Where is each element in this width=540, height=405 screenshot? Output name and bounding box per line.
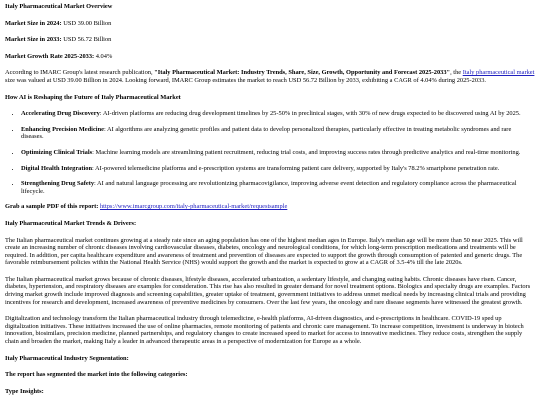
item-text: : AI algorithms are analyzing genetic profiles and patient data to develop personalized therapies, particularly effective in treating metabolic syndromes and rare diseases.: [21, 125, 512, 141]
segmentation-intro: The report has segmented the market into the following categories:: [5, 371, 188, 379]
ai-heading: How AI is Reshaping the Future of Italy Pharmaceutical Market: [5, 93, 181, 101]
list-item: [21, 110, 535, 118]
stat-market-size-2024: [5, 20, 535, 28]
page-title: Italy Pharmaceutical Market Overview: [5, 3, 113, 10]
item-label: Accelerating Drug Discovery: [21, 110, 100, 118]
stat-label: Market Size in 2024:: [5, 19, 62, 27]
sample-link[interactable]: https://www.imarcgroup.com/italy-pharmaceutical-market/requestsample: [99, 203, 288, 211]
list-item: [21, 126, 535, 141]
list-item: [21, 165, 535, 173]
list-item: [21, 180, 535, 195]
trends-heading: Italy Pharmaceutical Market Trends & Drivers:: [5, 219, 137, 227]
stat-value: 4.04%: [95, 52, 113, 60]
stat-label: Market Growth Rate 2025-2033:: [5, 52, 95, 60]
item-text: : AI-powered telemedicine platforms and e-prescription systems are transforming patient care delivery, supported by Italy's 78.2% smartphone penetration rate.: [92, 164, 500, 172]
report-title: "Italy Pharmaceutical Market: Industry Trends, Share, Size, Growth, Opportunity and Forecast 2025-2033": [154, 69, 451, 77]
trend-paragraph: The Italian pharmaceutical market grows because of chronic diseases, lifestyle diseases, accelerated urbanization, a sedentary lifestyle, and changing eating habits. Chronic diseases have risen. Cancer, diabetes, hypertension, and respiratory diseases are examples for consideration. This rise has also resulted in greater demand for novel treatment options. Biologics and specialty drugs are examples. Factors driving market growth include improved diagnosis and screening capabilities, greater uptake of treatment, government initiatives to address unmet medical needs by increasing clinical trials and providing incentives for research and development, increased awareness of preventive medicines by consumers. Over the last few years, the oncology and rare disease segments have witnessed the greatest growth.: [5, 275, 531, 306]
type-insights-heading: Type Insights:: [5, 387, 44, 395]
trend-paragraph: The Italian pharmaceutical market continues growing at a steady rate since an aging population has one of the highest median ages in Europe. Italy's median age will be more than 50 near 2025. This will create an increasing number of chronic diseases involving cardiovascular diseases, diabetes, oncology and neurological conditions, for which long-term prescription medications and treatments will be required. In addition, per capita healthcare expenditure and awareness of treatment and prevention of diseases are expected to support the growth through consumption of patented and generic drugs. The favorable reimbursement policies within the National Health Service (NHS) would support the growth and the market is expected to grow at a CAGR of 3.5-4% till the late 2020s.: [5, 236, 523, 267]
item-label: Optimizing Clinical Trials: [21, 148, 93, 156]
market-link[interactable]: Italy pharmaceutical market: [462, 69, 535, 77]
stat-value: USD 39.00 Billion: [63, 19, 112, 27]
intro-paragraph: [5, 69, 535, 84]
item-label: Enhancing Precision Medicine: [21, 125, 104, 133]
item-label: Strengthening Drug Safety: [21, 180, 95, 188]
item-label: Digital Health Integration: [21, 164, 93, 172]
stat-market-size-2033: [5, 36, 535, 44]
item-text: : AI-driven platforms are reducing drug development timelines by 25-50% in preclinical stages, with 30% of new drugs expected to be discovered using AI by 2025.: [99, 110, 521, 118]
sample-line: [5, 203, 535, 211]
ai-list: [5, 110, 535, 195]
segmentation-heading: Italy Pharmaceutical Industry Segmentation:: [5, 354, 129, 362]
intro-mid: , the: [450, 69, 463, 77]
sample-label: Grab a sample PDF of this report:: [5, 203, 99, 211]
item-text: : AI and natural language processing are revolutionizing pharmacovigilance, improving adverse event detection and regulatory compliance across the pharmaceutical lifecycle.: [21, 180, 517, 195]
stat-value: USD 56.72 Billion: [63, 36, 112, 44]
stat-growth-rate: [5, 53, 535, 61]
list-item: [21, 149, 535, 157]
item-text: : Machine learning models are streamlining patient recruitment, reducing trial costs, and improving success rates through predictive analytics and real-time monitoring.: [92, 148, 521, 156]
intro-pre: According to IMARC Group's latest research publication,: [5, 69, 155, 77]
intro-post: size was valued at USD 39.00 Billion in 2024. Looking forward, IMARC Group estimates the market to reach USD 56.72 Billion by 2033, exhibiting a CAGR of 4.04% during 2025-2033.: [5, 76, 487, 84]
trend-paragraph: Digitalization and technology transform the Italian pharmaceutical industry through telemedicine, e-health platforms, AI-driven diagnostics, and e-prescriptions in healthcare. COVID-19 sped up digitalization initiatives. These initiatives increased the use of online pharmacies, remote monitoring of patients and chronic care management. To increase competition, investment is underway in biotech innovation, biosimilars, precision medicine, planned partnerships, and regulatory changes to create increased speed to market for access to innovative medicines. They reduce costs, strengthen the supply chain and broaden the market, making Italy a leader in advanced therapeutic areas in a perspective of modernization for Europe as a whole.: [5, 315, 524, 346]
stat-label: Market Size in 2033:: [5, 36, 62, 44]
